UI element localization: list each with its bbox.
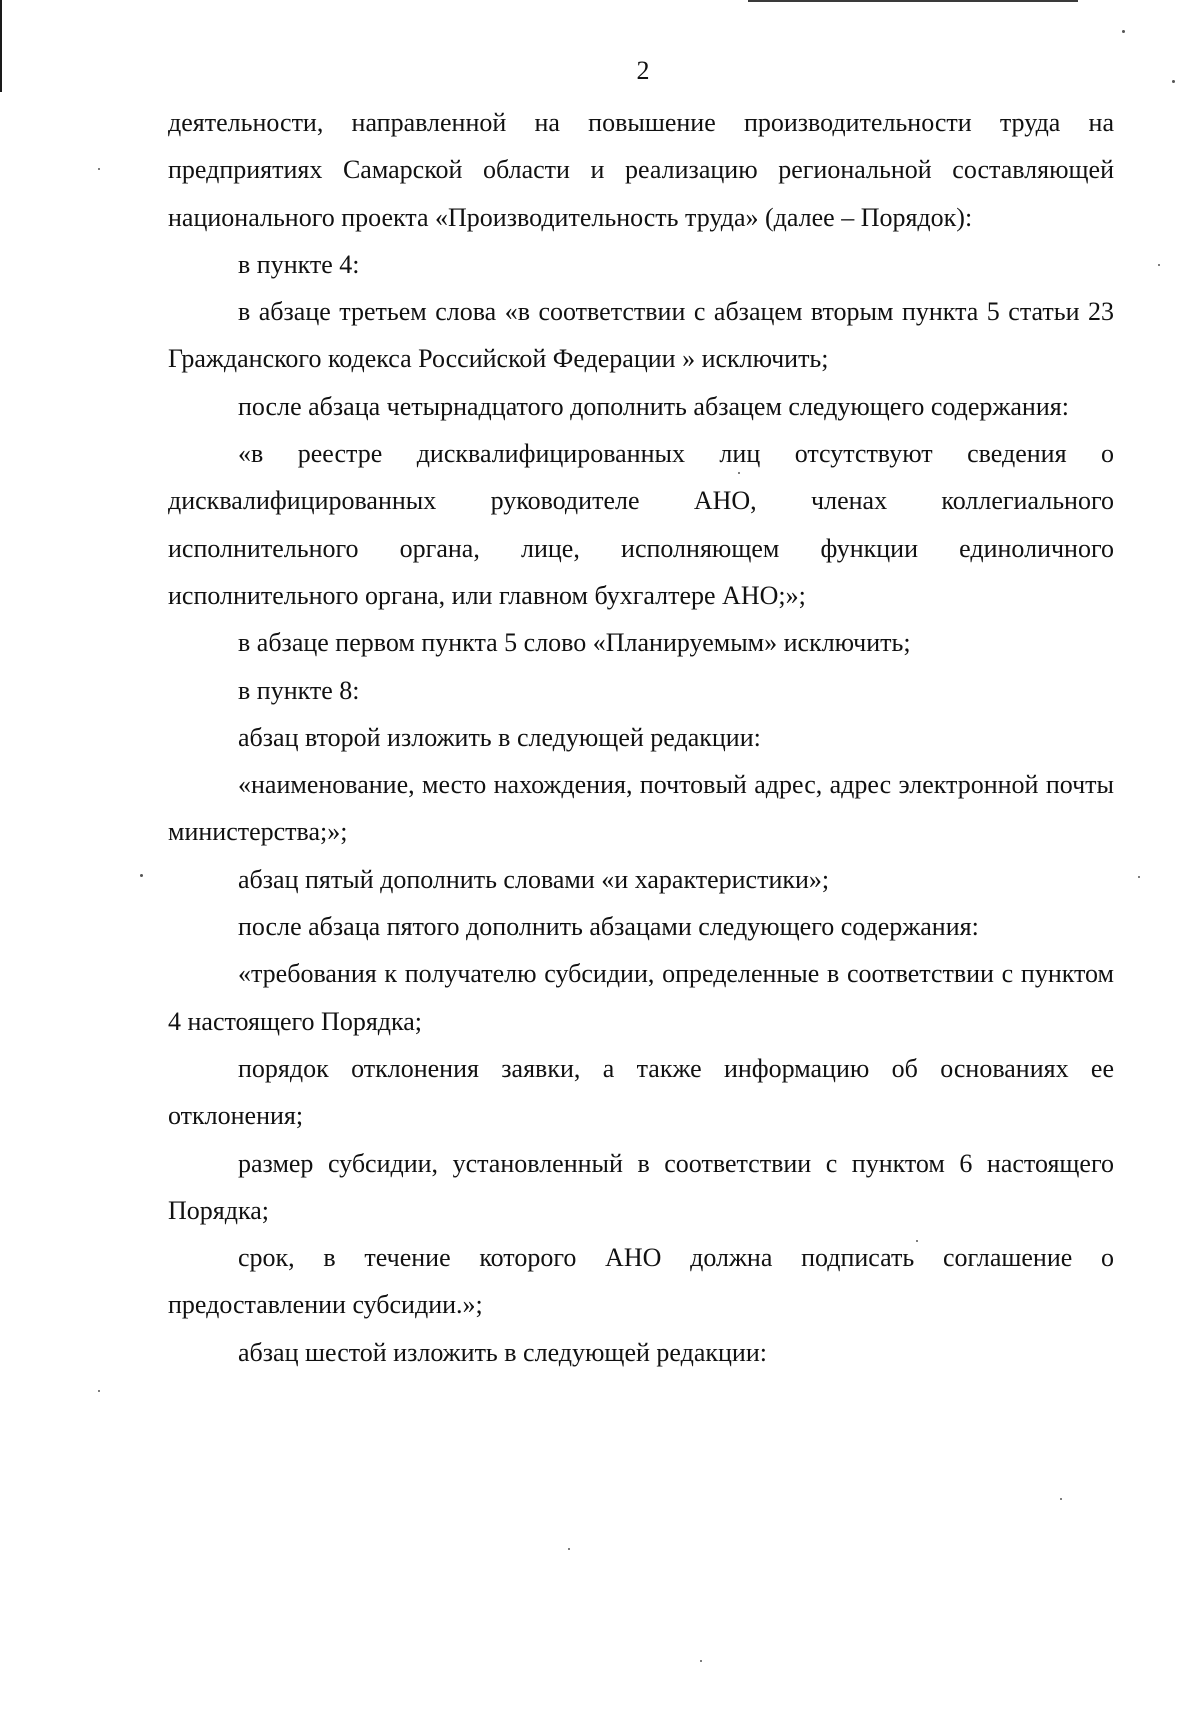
scan-speck <box>1138 876 1140 878</box>
scan-speck <box>98 168 100 170</box>
scan-speck <box>1060 1498 1062 1500</box>
scan-speck <box>140 874 143 877</box>
page-number: 2 <box>636 56 650 85</box>
scan-speck <box>738 472 740 474</box>
top-edge-line <box>748 0 1078 2</box>
paragraph-clause-8-amendment-2: абзац пятый дополнить словами «и характеристики»; <box>238 864 830 894</box>
scan-speck <box>700 1660 702 1662</box>
paragraph-clause-8-amendment-3: после абзаца пятого дополнить абзацами следующего содержания: <box>238 912 979 942</box>
paragraph-clause-8-amendment-4: абзац шестой изложить в следующей редакции: <box>238 1337 767 1367</box>
document-body <box>168 99 1114 1376</box>
scan-speck <box>98 1390 100 1392</box>
paragraph-clause-4-amendment-1: в абзаце третьем слова «в соответствии с абзацем вторым пункта 5 статьи 23 Гражданского кодекса Российской Федерации » исключить; <box>168 297 1114 374</box>
paragraph-clause-8-heading: в пункте 8: <box>238 675 360 705</box>
paragraph-clause-4-heading: в пункте 4: <box>238 249 360 279</box>
paragraph-clause-5-amendment: в абзаце первом пункта 5 слово «Планируемым» исключить; <box>238 628 911 658</box>
paragraph-quoted-ministry-details: «наименование, место нахождения, почтовый адрес, адрес электронной почты министерства;»; <box>168 770 1114 847</box>
paragraph-quoted-requirement: «в реестре дисквалифицированных лиц отсутствуют сведения о дисквалифицированных руководителе АНО, членах коллегиального исполнительного органа, лице, исполняющем функции единоличного исполнительного органа, или главном бухгалтере АНО;»; <box>168 439 1114 610</box>
scan-speck <box>1172 80 1175 83</box>
paragraph-quoted-recipient-requirements: «требования к получателю субсидии, определенные в соответствии с пунктом 4 настоящего Порядка; <box>168 959 1114 1036</box>
paragraph-clause-8-amendment-1: абзац второй изложить в следующей редакции: <box>238 722 761 752</box>
scan-speck <box>1158 264 1160 266</box>
paragraph-clause-4-amendment-2: после абзаца четырнадцатого дополнить абзацем следующего содержания: <box>238 391 1069 421</box>
scan-speck <box>1122 30 1125 33</box>
paragraph-continuation: деятельности, направленной на повышение производительности труда на предприятиях Самарской области и реализацию региональной составляющей национального проекта «Производительность труда» (далее – Порядок): <box>168 108 1114 232</box>
paragraph-quoted-rejection-procedure: порядок отклонения заявки, а также информацию об основаниях ее отклонения; <box>168 1053 1114 1131</box>
paragraph-quoted-signing-term: срок, в течение которого АНО должна подписать соглашение о предоставлении субсидии.»; <box>168 1243 1114 1320</box>
scan-speck <box>568 1548 570 1550</box>
paragraph-quoted-subsidy-amount: размер субсидии, установленный в соответствии с пунктом 6 настоящего Порядка; <box>168 1148 1114 1225</box>
scan-speck <box>916 1240 918 1242</box>
